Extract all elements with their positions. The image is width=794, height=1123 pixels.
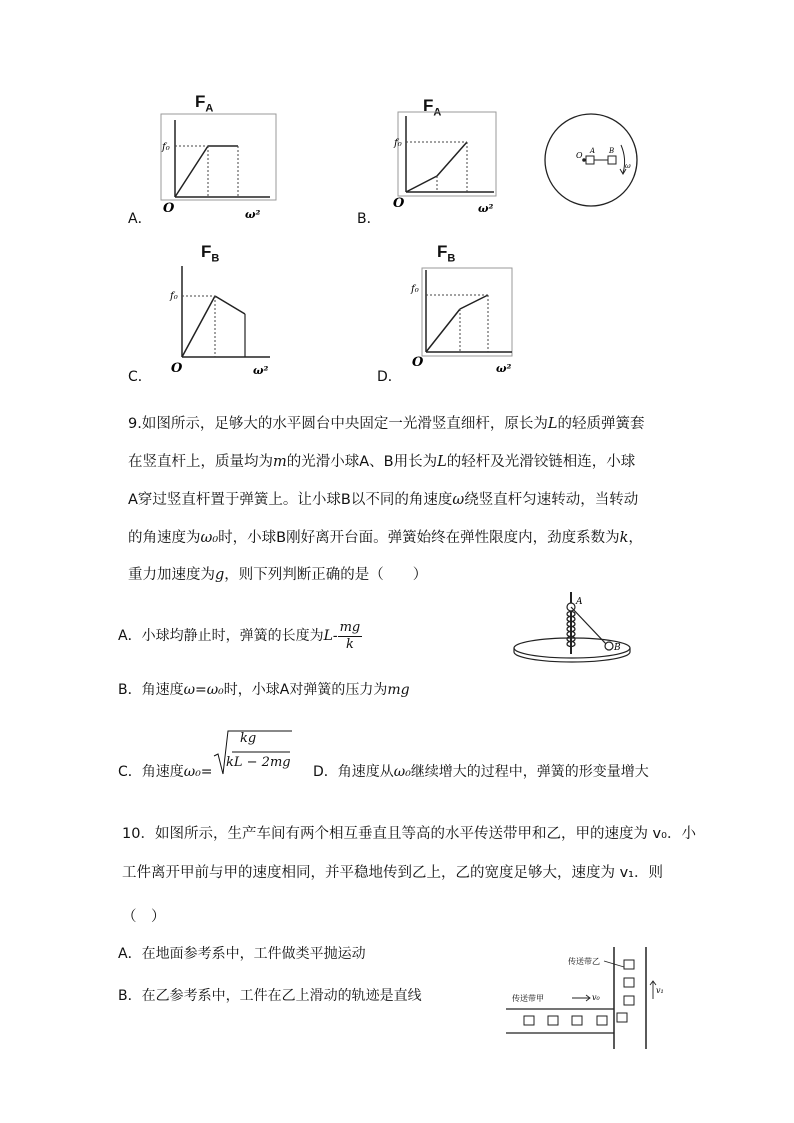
- q10-line2: 工件离开甲前与甲的速度相同，并平稳地传到乙上，乙的宽度足够大，速度为 v₁．则: [122, 865, 663, 881]
- graph-b-xaxis: ω²: [478, 202, 494, 215]
- q10-fig-belt-a: 传送带甲: [512, 994, 544, 1003]
- disk-label-b: B: [609, 147, 615, 155]
- option-c-letter: C．: [128, 369, 152, 385]
- q10-fig-belt-b: 传送带乙: [568, 957, 600, 966]
- option-d-letter: D．: [377, 369, 402, 385]
- graph-d-title: $F_B$: [437, 242, 456, 265]
- graph-c-title: $F_B$: [201, 242, 220, 265]
- disk-label-omega: ω: [625, 162, 631, 170]
- q9-line2: 在竖直杆上，质量均为m的光滑小球A、B用长为L的轻杆及光滑铰链相连，小球: [128, 454, 636, 470]
- graph-c: [165, 262, 277, 378]
- graph-c-xaxis: ω²: [253, 364, 269, 377]
- q10-conveyor-figure: [500, 945, 680, 1055]
- graph-a-origin: O: [163, 201, 175, 216]
- q9-line3: A穿过竖直杆置于弹簧上。让小球B以不同的角速度ω绕竖直杆匀速转动，当转动: [128, 492, 639, 508]
- rotating-disk-figure: [541, 111, 643, 211]
- q10-option-b: B．在乙参考系中，工件在乙上滑动的轨迹是直线: [118, 988, 422, 1004]
- graph-d-origin: O: [412, 355, 424, 370]
- q9-option-b: B．角速度ω=ω₀时，小球A对弹簧的压力为mg: [118, 682, 410, 698]
- q9-option-c-num: kg: [240, 731, 257, 746]
- q10-line3: （ ）: [122, 909, 166, 925]
- graph-b-f0: f₀: [394, 138, 402, 149]
- graph-a-xaxis: ω²: [245, 208, 261, 221]
- disk-label-a: A: [590, 147, 596, 155]
- graph-b: [390, 104, 502, 216]
- q9-spring-figure: [508, 588, 638, 666]
- graph-d-xaxis: ω²: [496, 362, 512, 375]
- graph-c-f0: f₀: [170, 291, 178, 302]
- q9-line1: 9.如图所示，足够大的水平圆台中央固定一光滑竖直细杆，原长为L的轻质弹簧套: [128, 416, 645, 432]
- graph-b-origin: O: [393, 196, 405, 211]
- graph-d-f0: f₀: [411, 284, 419, 295]
- q9-fig-a: A: [576, 597, 583, 607]
- q10-line1: 10．如图所示，生产车间有两个相互垂直且等高的水平传送带甲和乙，甲的速度为 v₀．小: [122, 826, 696, 842]
- q10-fig-v1: v₁: [656, 986, 664, 995]
- q10-fig-v0: v₀: [592, 993, 600, 1002]
- q9-option-a: A．小球均静止时，弹簧的长度为L- $\frac{mg}{k}$: [118, 619, 361, 652]
- q9-fig-b: B: [614, 643, 621, 653]
- graph-a-f0: f₀: [162, 142, 170, 153]
- graph-c-origin: O: [171, 361, 183, 376]
- graph-d: [404, 262, 518, 378]
- graph-a: [160, 110, 280, 222]
- graph-b-title: $F_A$: [423, 96, 442, 119]
- disk-label-o: O: [576, 151, 583, 160]
- q9-option-d: D．角速度从ω₀继续增大的过程中，弹簧的形变量增大: [313, 764, 649, 780]
- q9-option-c-den: kL − 2mg: [226, 755, 291, 770]
- q9-line5: 重力加速度为g，则下列判断正确的是（ ）: [128, 567, 428, 583]
- graph-a-title: $F_A$: [195, 92, 214, 115]
- q9-option-c-label: C．角速度ω₀=: [118, 764, 213, 780]
- option-a-letter: A．: [128, 211, 152, 227]
- q10-option-a: A．在地面参考系中，工件做类平抛运动: [118, 946, 366, 962]
- q9-line4: 的角速度为ω₀时，小球B刚好离开台面。弹簧始终在弹性限度内，劲度系数为k，: [128, 530, 643, 546]
- option-b-letter: B．: [357, 211, 381, 227]
